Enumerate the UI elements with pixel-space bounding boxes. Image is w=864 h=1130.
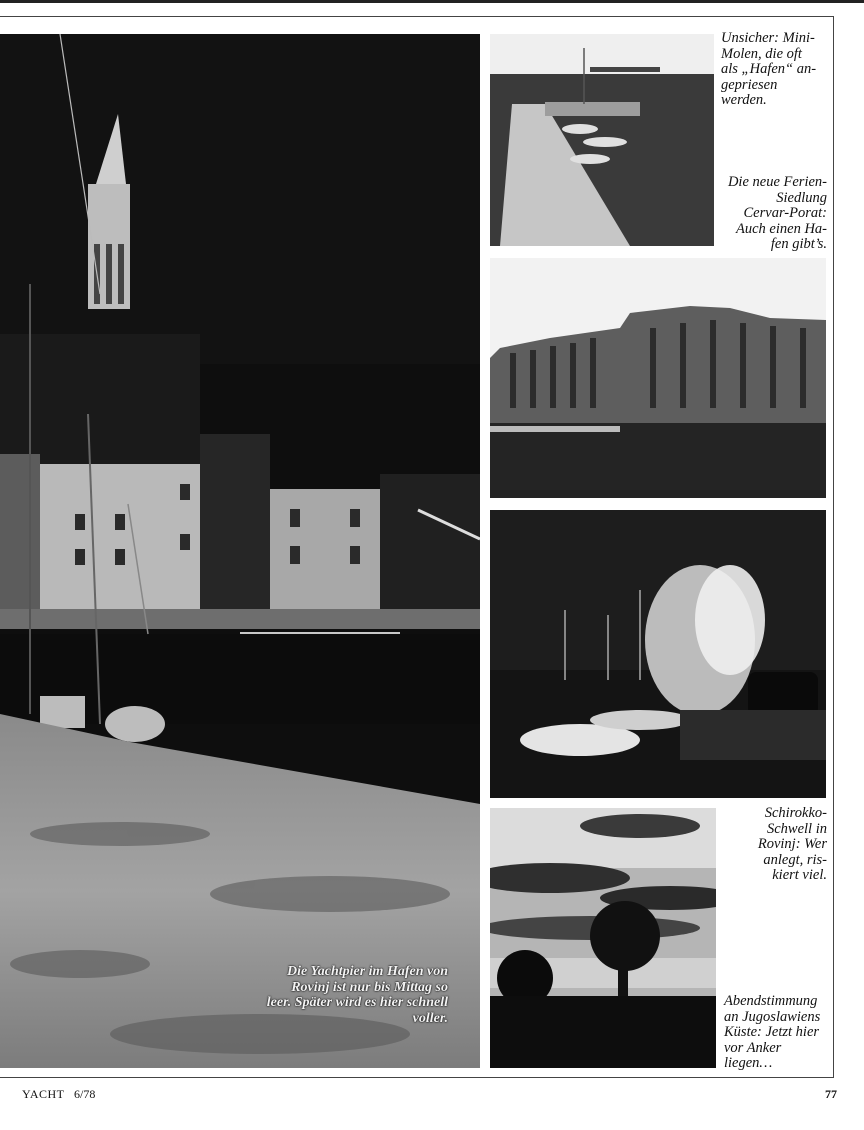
photo-mini-mole [490,34,714,246]
caption-mini-molen: Unsicher: Mini- Molen, die oft als „Hafen“ an- gepriesen werden. [721,30,817,108]
caption-abendstimmung: Abendstimmung an Jugoslawiens Küste: Jetzt hier vor Anker liegen… [724,993,821,1071]
photo-abendstimmung-sunset [490,808,716,1068]
photo-cervar-porat [490,258,826,498]
main-photo-rovinj-harbor [0,34,480,1068]
caption-schirokko: Schirokko- Schwell in Rovinj: Wer anlegt, ris- kiert viel. [757,805,827,883]
photo-schirokko-swell [490,510,826,798]
top-rule [0,0,864,3]
caption-cervar-porat: Die neue Ferien- Siedlung Cervar-Porat: Auch einen Ha- fen gibt’s. [727,174,827,252]
issue-number: 6/78 [74,1087,96,1101]
page-number: 77 [825,1087,837,1101]
publication-name: YACHT [22,1087,65,1101]
caption-main-photo: Die Yachtpier im Hafen von Rovinj ist nur bis Mittag so leer. Später wird es hier schnell voller. [266,964,448,1026]
